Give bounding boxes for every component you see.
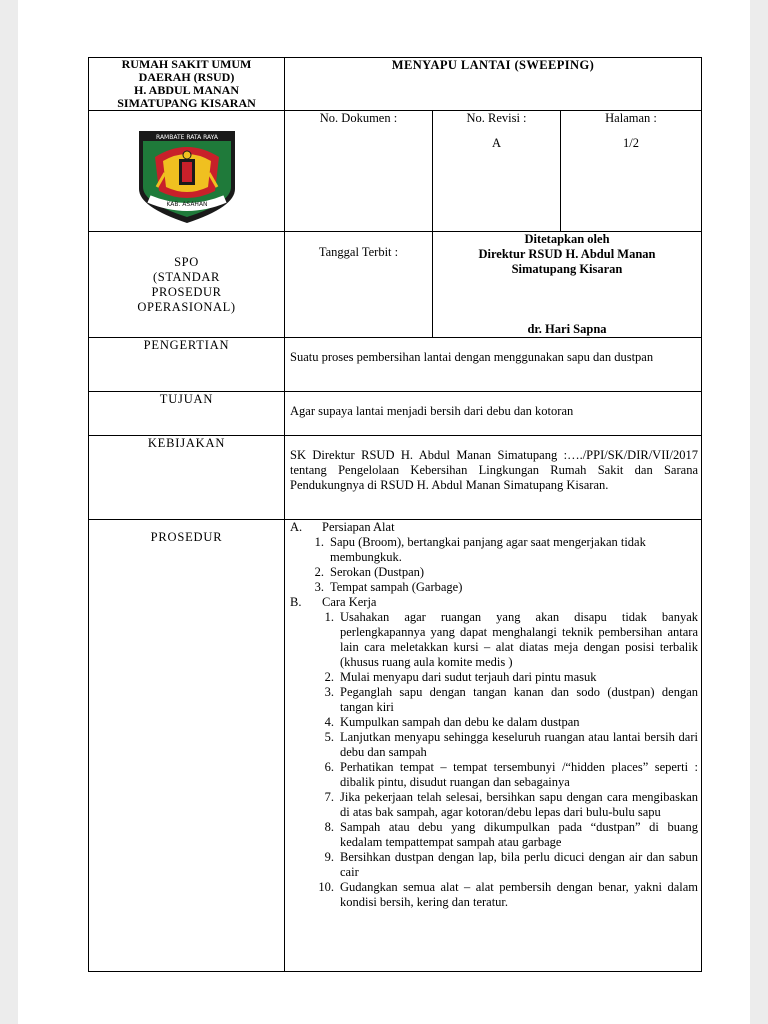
list-item: 8. Sampah atau debu yang dikumpulkan pada “dustpan” di buang kedalam tempattempat sampah atau garbage [324,820,698,849]
list-item: 3. Tempat sampah (Garbage) [314,580,463,594]
tujuan-text: Agar supaya lantai menjadi bersih dari debu dan kotoran [285,392,702,436]
logo-cell [89,111,285,232]
halaman-cell: Halaman : 1/2 [561,111,702,232]
kab-asahan-logo [135,127,239,227]
list-item: 6. Perhatikan tempat – tempat tersembunyi /“hidden places” seperti : dibalik pintu, disudut ruangan dan sebagainya [324,760,698,789]
list-item: 7. Jika pekerjaan telah selesai, bersihkan sapu dengan cara mengibaskan di atas bak sampah, agar kotoran/debu lepas dari bulu-bulu sapu [324,790,698,819]
spo-label: SPO (STANDAR PROSEDUR OPERASIONAL) [89,232,285,338]
kebijakan-label: KEBIJAKAN [89,436,285,520]
hospital-name: RUMAH SAKIT UMUM DAERAH (RSUD) H. ABDUL MANAN SIMATUPANG KISARAN [89,58,285,111]
section-b-heading: B. Cara Kerja [290,595,377,609]
ditetapkan-cell: Ditetapkan oleh Direktur RSUD H. Abdul Manan Simatupang Kisaran dr. Hari Sapna [433,232,702,338]
list-item: 4. Kumpulkan sampah dan debu ke dalam dustpan [324,715,580,729]
list-item: 5. Lanjutkan menyapu sehingga keseluruh ruangan atau lantai bersih dari debu dan sampah [324,730,698,759]
section-a-heading: A. Persiapan Alat [290,520,395,534]
prosedur-label: PROSEDUR [89,520,285,972]
svg-text:KAB. ASAHAN: KAB. ASAHAN [165,201,208,208]
document-title: MENYAPU LANTAI (SWEEPING) [285,58,702,111]
persiapan-alat-list [290,535,698,595]
tanggal-terbit-cell: Tanggal Terbit : [285,232,433,338]
no-revisi-cell: No. Revisi : A [433,111,561,232]
kebijakan-text: SK Direktur RSUD H. Abdul Manan Simatupang :…./PPI/SK/DIR/VII/2017 tentang Pengelolaan Kebersihan Lingkungan Rumah Sakit dan Sarana Pendukungnya di RSUD H. Abdul Manan Simatupang Kisaran. [285,436,702,520]
no-dokumen-cell: No. Dokumen : [285,111,433,232]
prosedur-content [285,520,702,972]
list-item: 10. Gudangkan semua alat – alat pembersih dengan benar, yakni dalam kondisi bersih, kering dan teratur. [318,880,698,909]
svg-text:RAMBATE RATA RAYA: RAMBATE RATA RAYA [155,134,218,141]
list-item: 1. Sapu (Broom), bertangkai panjang agar saat mengerjakan tidak membungkuk. [314,535,646,564]
signatory-name: dr. Hari Sapna [527,322,607,336]
pengertian-text: Suatu proses pembersihan lantai dengan menggunakan sapu dan dustpan [285,338,702,392]
spo-table [88,57,702,972]
tujuan-label: TUJUAN [89,392,285,436]
cara-kerja-list [290,610,698,910]
list-item: 9. Bersihkan dustpan dengan lap, bila perlu dicuci dengan air dan sabun cair [324,850,698,879]
pengertian-label: PENGERTIAN [89,338,285,392]
list-item: 1. Usahakan agar ruangan yang akan disapu tidak banyak perlengkapannya yang dapat menghalangi teknik pembersihan antara lain cara meletakkan kursi – alat diatas meja dengan posisi terbalik (khusus ruang aula komite medis ) [324,610,698,669]
list-item: 2. Mulai menyapu dari sudut terjauh dari pintu masuk [324,670,597,684]
list-item: 3. Peganglah sapu dengan tangan kanan dan sodo (dustpan) dengan tangan kiri [324,685,698,714]
list-item: 2. Serokan (Dustpan) [314,565,425,579]
